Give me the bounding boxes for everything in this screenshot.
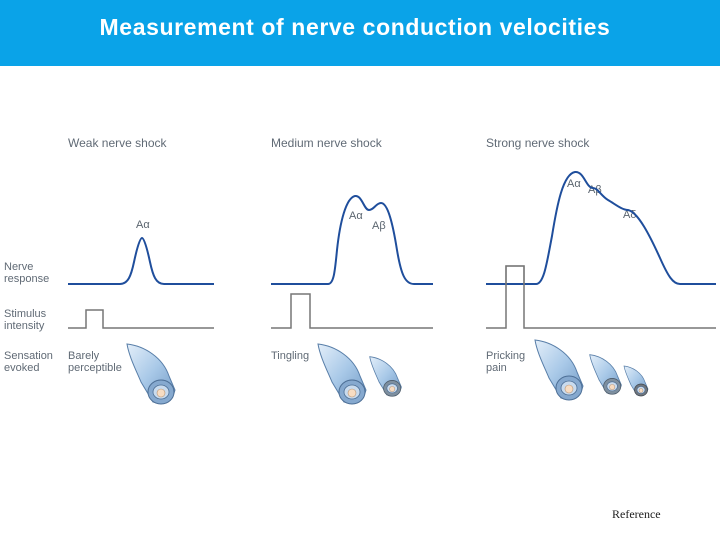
- row-label-line: response: [4, 273, 50, 285]
- peak-label-strong-a-beta: Aβ: [588, 184, 602, 196]
- receptor-icon-strong-large: [535, 340, 583, 400]
- peak-label-strong-a-alpha: Aα: [567, 178, 581, 190]
- row-label-line: intensity: [4, 320, 45, 332]
- row-label-line: Nerve: [4, 261, 34, 273]
- sensation-line: pain: [486, 362, 507, 374]
- sensation-line: perceptible: [68, 362, 122, 374]
- panel-heading-strong: Strong nerve shock: [486, 136, 590, 150]
- stimulus-trace-medium: [271, 294, 433, 328]
- peak-label-strong-a-delta: Aδ: [623, 209, 637, 221]
- reference-label: Reference: [612, 507, 661, 521]
- row-label-line: evoked: [4, 362, 40, 374]
- receptor-icon-strong-medium: [590, 355, 622, 395]
- peak-label-weak-a-alpha: Aα: [136, 219, 150, 231]
- nerve-response-trace-weak: [68, 238, 214, 284]
- row-label-line: Sensation: [4, 350, 53, 362]
- receptor-icon-medium-small: [370, 357, 402, 397]
- stimulus-trace-weak: [68, 310, 214, 328]
- sensation-line: Tingling: [271, 350, 310, 362]
- receptor-icon-medium-large: [318, 344, 366, 404]
- receptor-icon-weak-large: [127, 344, 175, 404]
- peak-label-medium-a-beta: Aβ: [372, 220, 386, 232]
- nerve-response-trace-strong: [486, 172, 716, 284]
- receptor-icon-strong-small: [624, 366, 648, 396]
- peak-label-medium-a-alpha: Aα: [349, 210, 363, 222]
- panel-heading-weak: Weak nerve shock: [68, 136, 167, 150]
- sensation-line: Barely: [68, 350, 100, 362]
- slide-title: Measurement of nerve conduction velocities: [99, 14, 611, 40]
- nerve-response-trace-medium: [271, 196, 433, 284]
- row-label-line: Stimulus: [4, 308, 47, 320]
- sensation-line: Pricking: [486, 350, 526, 362]
- panel-heading-medium: Medium nerve shock: [271, 136, 382, 150]
- stimulus-trace-strong: [486, 266, 716, 328]
- stimulus-artifact-strong: [506, 266, 524, 284]
